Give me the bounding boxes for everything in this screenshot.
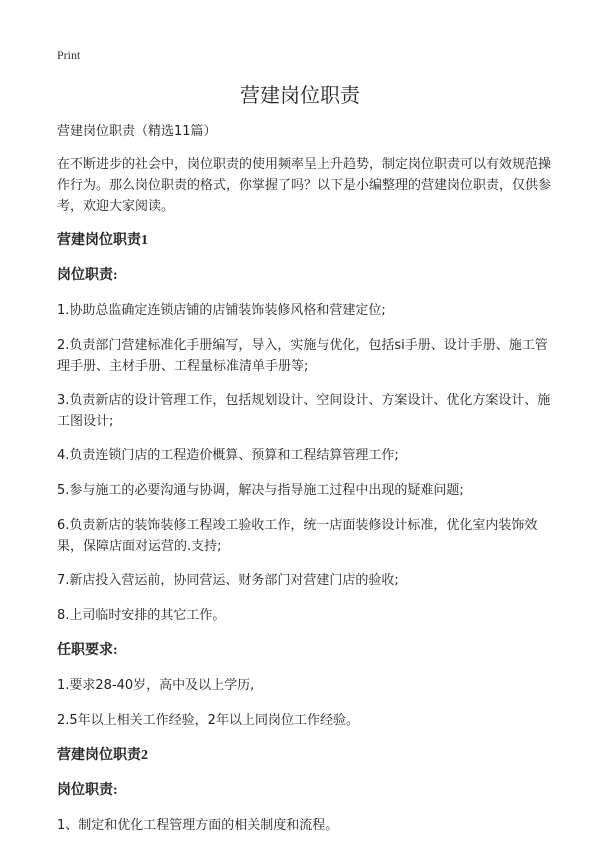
duty-item: 4.负责连锁门店的工程造价概算、预算和工程结算管理工作;: [57, 448, 399, 463]
duty-item: 2.负责部门营建标准化手册编写，导入，实施与优化，包括si手册、设计手册、施工管理手册、主材手册、工程量标准清单手册等;: [57, 338, 548, 374]
duty-item: 3.负责新店的设计管理工作，包括规划设计、空间设计、方案设计、优化方案设计、施工图设计;: [57, 393, 551, 429]
page-title: 营建岗位职责: [240, 83, 360, 107]
requirements-heading: 任职要求:: [57, 643, 118, 658]
duty-item: 7.新店投入营运前，协同营运、财务部门对营建门店的验收;: [57, 573, 399, 588]
duty-item: 1、制定和优化工程管理方面的相关制度和流程。: [57, 818, 339, 833]
document-body: [57, 121, 553, 850]
duties-heading: 岗位职责:: [57, 783, 118, 798]
print-link[interactable]: Print: [57, 48, 81, 62]
duty-item: 5.参与施工的必要沟通与协调，解决与指导施工过程中出现的疑难问题;: [57, 483, 464, 498]
duty-item: 1.协助总监确定连锁店铺的店铺装饰装修风格和营建定位;: [57, 303, 386, 318]
duties-heading: 岗位职责:: [57, 268, 118, 283]
document-subtitle: 营建岗位职责（精选11篇）: [57, 124, 217, 139]
requirement-item: 1.要求28-40岁，高中及以上学历,: [57, 678, 255, 693]
section-heading: 营建岗位职责1: [57, 233, 148, 248]
requirement-item: 2.5年以上相关工作经验，2年以上同岗位工作经验。: [57, 713, 359, 728]
duty-item: 8.上司临时安排的其它工作。: [57, 608, 226, 623]
section-heading: 营建岗位职责2: [57, 748, 148, 763]
duty-item: 6.负责新店的装饰装修工程竣工验收工作，统一店面装修设计标准，优化室内装饰效果，保障店面对运营的.支持;: [57, 518, 538, 554]
intro-paragraph: 在不断进步的社会中，岗位职责的使用频率呈上升趋势，制定岗位职责可以有效规范操作行为。那么岗位职责的格式，你掌握了吗？以下是小编整理的营建岗位职责，仅供参考，欢迎大家阅读。: [57, 157, 552, 214]
